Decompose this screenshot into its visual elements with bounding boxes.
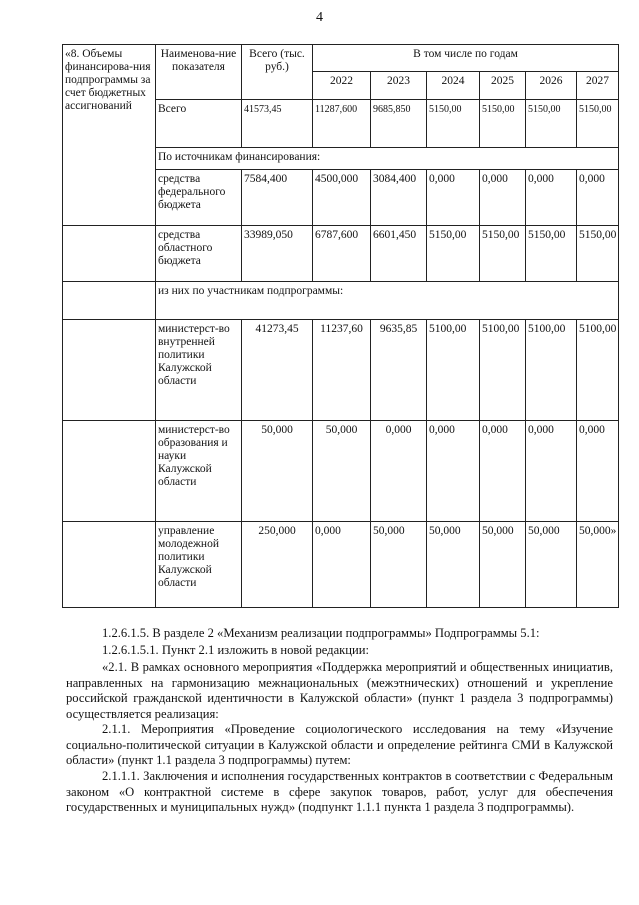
year-header: 2024: [427, 72, 480, 100]
row-name: Всего: [156, 100, 242, 148]
table-row: [63, 421, 619, 522]
page-number: 4: [316, 10, 323, 25]
row-total: 250,000: [242, 522, 313, 608]
cell-value: 0,000: [526, 421, 577, 522]
year-header: 2025: [480, 72, 526, 100]
row-name: средства областного бюджета: [156, 226, 242, 282]
table-row: [63, 226, 619, 282]
cell-value: 5150,00: [577, 100, 619, 148]
table-row: [63, 522, 619, 608]
cell-value: 5150,00: [427, 226, 480, 282]
by-source-label: По источникам финансирования:: [156, 148, 619, 170]
cell-value: 50,000: [371, 522, 427, 608]
financing-table: [62, 44, 619, 608]
cell-value: 9685,850: [371, 100, 427, 148]
cell-value: 0,000: [313, 522, 371, 608]
cell-value: 6787,600: [313, 226, 371, 282]
cell-value: 11287,600: [313, 100, 371, 148]
cell-value: 6601,450: [371, 226, 427, 282]
cell-value: 0,000: [427, 421, 480, 522]
cell-value: 5100,00: [577, 320, 619, 421]
year-header: 2027: [577, 72, 619, 100]
cell-value: 50,000»: [577, 522, 619, 608]
table-row: [63, 320, 619, 421]
by-participants-label: из них по участникам подпрограммы:: [156, 282, 619, 320]
total-column-header: Всего (тыс. руб.): [242, 45, 313, 100]
year-header: 2023: [371, 72, 427, 100]
row-name: министерст-во внутренней политики Калужской области: [156, 320, 242, 421]
cell-value: 0,000: [427, 170, 480, 226]
cell-value: 3084,400: [371, 170, 427, 226]
paragraph-2: 1.2.6.1.5.1. Пункт 2.1 изложить в новой редакции:: [102, 643, 369, 657]
paragraph-4: 2.1.1. Мероприятия «Проведение социологического исследования на тему «Изучение социально-политической ситуации в Калужской области и определение рейтинга СМИ в Калужской области» (пункт 1.1 раздела 3 подпрограммы) путем:: [66, 722, 613, 767]
row-total: 41573,45: [242, 100, 313, 148]
cell-value: 5150,00: [526, 226, 577, 282]
cell-value: 5150,00: [480, 100, 526, 148]
paragraph-3: «2.1. В рамках основного мероприятия «Поддержка мероприятий и общественных инициатив, направленных на гармонизацию межнациональных (межэтнических) отношений и укрепление российской гражданской идентичности в Калужской области» (пункт 1 раздела 3 подпрограммы) осуществляется реализация:: [66, 660, 613, 721]
cell-value: 0,000: [480, 421, 526, 522]
years-group-header: В том числе по годам: [313, 45, 619, 72]
cell-value: 5150,00: [427, 100, 480, 148]
name-column-header: Наименова-ние показателя: [156, 45, 242, 100]
cell-value: 0,000: [526, 170, 577, 226]
cell-value: 0,000: [577, 170, 619, 226]
cell-value: 9635,85: [371, 320, 427, 421]
section-label: «8. Объемы финансирова-ния подпрограммы за счет бюджетных ассигнований: [63, 45, 156, 226]
paragraph-1: 1.2.6.1.5. В разделе 2 «Механизм реализации подпрограммы» Подпрограммы 5.1:: [102, 626, 540, 640]
row-total: 50,000: [242, 421, 313, 522]
cell-value: 0,000: [371, 421, 427, 522]
row-total: 7584,400: [242, 170, 313, 226]
cell-value: 50,000: [427, 522, 480, 608]
paragraph-5: 2.1.1.1. Заключения и исполнения государственных контрактов в соответствии с Федеральным законом «О контрактной системе в сфере закупок товаров, работ, услуг для обеспечения государственных и муниципальных нужд» (подпункт 1.1.1 пункта 1 раздела 3 подпрограммы).: [66, 769, 613, 814]
row-total: 41273,45: [242, 320, 313, 421]
row-name: министерст-во образования и науки Калужской области: [156, 421, 242, 522]
row-name: управление молодежной политики Калужской области: [156, 522, 242, 608]
cell-value: 0,000: [577, 421, 619, 522]
cell-value: 5150,00: [526, 100, 577, 148]
cell-value: 5100,00: [480, 320, 526, 421]
row-name: средства федерального бюджета: [156, 170, 242, 226]
cell-value: 5100,00: [427, 320, 480, 421]
cell-value: 50,000: [526, 522, 577, 608]
cell-value: 5100,00: [526, 320, 577, 421]
cell-value: 5150,00: [577, 226, 619, 282]
cell-value: 11237,60: [313, 320, 371, 421]
row-total: 33989,050: [242, 226, 313, 282]
cell-value: 50,000: [313, 421, 371, 522]
cell-value: 0,000: [480, 170, 526, 226]
cell-value: 4500,000: [313, 170, 371, 226]
year-header: 2022: [313, 72, 371, 100]
year-header: 2026: [526, 72, 577, 100]
cell-value: 5150,00: [480, 226, 526, 282]
cell-value: 50,000: [480, 522, 526, 608]
